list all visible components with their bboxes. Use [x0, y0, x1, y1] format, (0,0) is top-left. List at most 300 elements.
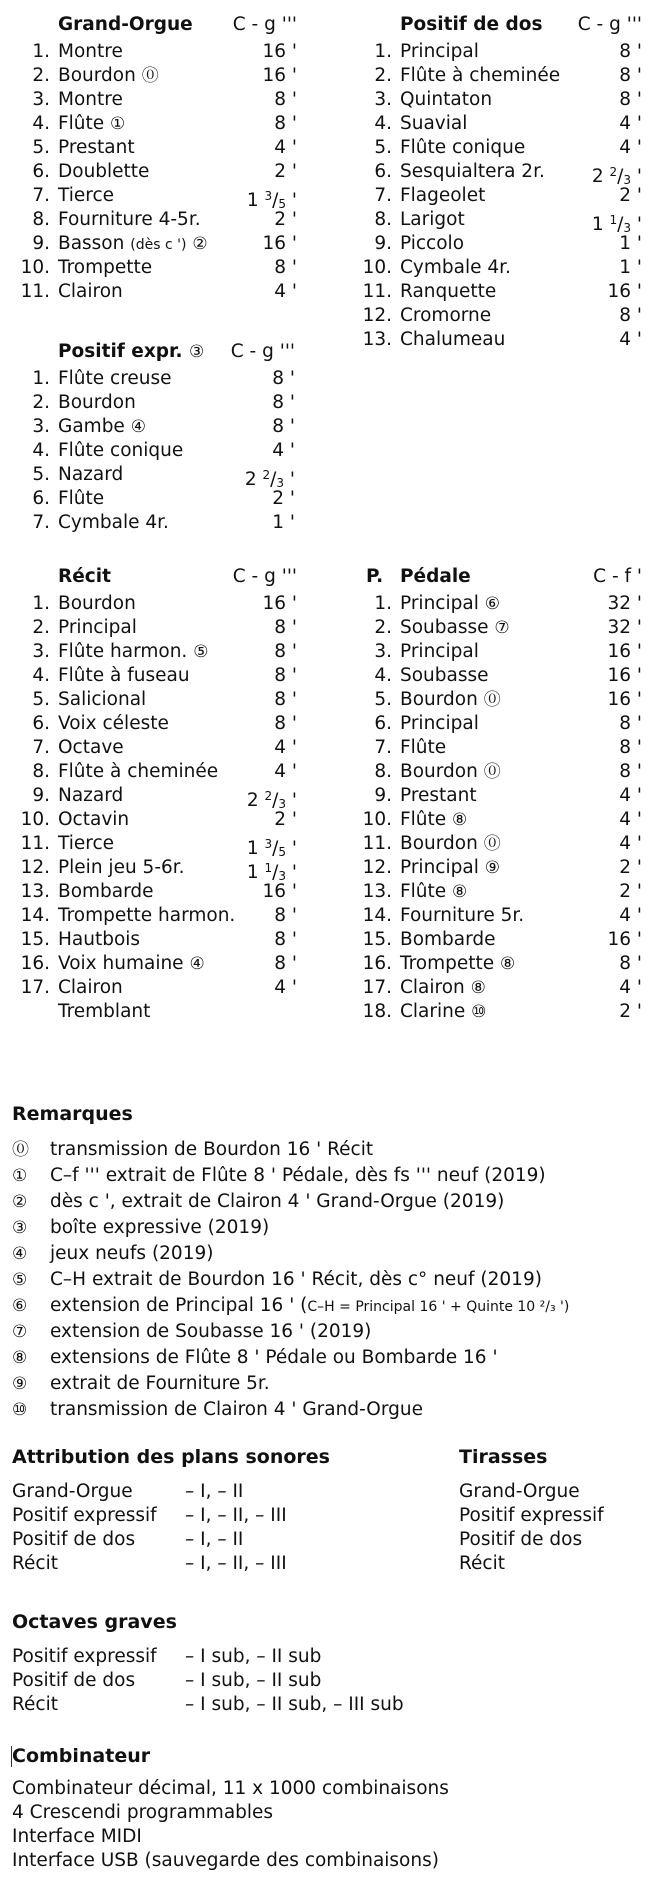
stop-pitch: 16 ': [607, 281, 642, 302]
stop-pitch: 4 ': [272, 440, 295, 461]
stop-pitch: 16 ': [607, 929, 642, 950]
division-range: C - g ''': [230, 341, 295, 362]
stop-name: [58, 1000, 150, 1024]
combinateur-line: Interface MIDI: [12, 1826, 142, 1847]
stop-row: [20, 880, 297, 904]
pitch-integer: 1: [246, 190, 259, 211]
pitch-unit: ': [291, 838, 297, 859]
stop-label: Chalumeau: [400, 329, 506, 350]
stop-name: [58, 439, 183, 463]
stop-row: [362, 832, 642, 856]
row-value: – I sub, – II sub, – III sub: [185, 1694, 404, 1715]
remark-mark: ⓪: [483, 690, 501, 710]
stop-list: [20, 40, 297, 304]
stop-number: 7.: [32, 185, 50, 206]
stop-number: 7.: [32, 512, 50, 533]
stop-pitch: 16 ': [262, 881, 297, 902]
division-pedale: [362, 566, 642, 1024]
remark-main: C–f ''' extrait de Flûte 8 ' Pédale, dès fs ''' neuf (2019): [50, 1165, 546, 1186]
stop-row: [362, 1000, 642, 1024]
stop-name: [400, 856, 500, 880]
stop-row: [362, 880, 642, 904]
row-value: – I, – II: [185, 1481, 244, 1502]
remark-item: [12, 1397, 642, 1423]
stop-pitch: 1 ': [272, 512, 295, 533]
stop-name: [58, 856, 185, 880]
remark-text: [50, 1345, 498, 1371]
stop-label: Flûte à fuseau: [58, 665, 190, 686]
stop-label: Flageolet: [400, 185, 486, 206]
division-title: Récit: [58, 566, 111, 587]
remark-item: [12, 1371, 642, 1397]
stop-row: [32, 40, 297, 64]
stop-row: [20, 832, 297, 859]
stop-row: [32, 415, 295, 439]
pitch-numerator: 3: [264, 189, 273, 203]
stop-name: [58, 808, 129, 832]
stop-name: [400, 688, 501, 712]
stop-pitch: 2 ': [619, 881, 642, 902]
stop-label: Soubasse: [400, 665, 489, 686]
stop-label: Gambe: [58, 416, 125, 437]
stop-row: [374, 160, 642, 187]
stop-name: [400, 256, 511, 280]
stop-number: 13.: [362, 881, 392, 902]
stop-list: [20, 592, 297, 1024]
stop-pitch: 8 ': [274, 89, 297, 110]
remark-mark: ⑧: [452, 810, 468, 830]
stop-label: Tremblant: [58, 1001, 151, 1022]
stop-label: Bombarde: [400, 929, 496, 950]
stop-pitch: 8 ': [274, 953, 297, 974]
stop-row: [362, 976, 642, 1000]
pitch-unit: ': [291, 862, 297, 883]
stop-row: [20, 928, 297, 952]
stop-label: Principal: [400, 593, 479, 614]
stop-row: [32, 160, 297, 184]
stop-row: [32, 511, 295, 535]
stop-number: 8.: [32, 209, 50, 230]
pitch-denominator: 3: [278, 869, 287, 883]
stop-label: Suavial: [400, 113, 468, 134]
stop-pitch: 8 ': [274, 641, 297, 662]
stop-row: [374, 712, 642, 736]
stop-number: 2.: [32, 617, 50, 638]
remark-mark: ④: [130, 417, 146, 437]
stop-row: [20, 808, 297, 832]
stop-number: 10.: [20, 809, 50, 830]
stop-label: Tierce: [58, 833, 115, 854]
stop-number: 5.: [32, 689, 50, 710]
stop-label: Cymbale 4r.: [58, 512, 169, 533]
stop-row: [32, 184, 297, 211]
stop-number: 2.: [32, 65, 50, 86]
pitch-denominator: 5: [278, 845, 287, 859]
remarques-title: Remarques: [12, 1103, 133, 1125]
stop-number: 3.: [374, 89, 392, 110]
stop-name: [400, 136, 525, 160]
stop-name: [400, 1000, 486, 1024]
stop-name: [58, 40, 123, 64]
stop-label: Flûte: [400, 809, 447, 830]
stop-row: [362, 952, 642, 976]
stop-name: [58, 736, 124, 760]
stop-number: 4.: [32, 440, 50, 461]
stop-label: Trompette: [400, 953, 495, 974]
stop-row: [32, 592, 297, 616]
stop-name: [400, 208, 465, 232]
stop-name: [400, 904, 524, 928]
remark-mark: ⑥: [12, 1296, 28, 1316]
stop-number: 3.: [32, 641, 50, 662]
stop-number: 10.: [362, 809, 392, 830]
stop-row: [32, 391, 295, 415]
stop-name: [58, 664, 190, 688]
row-division: Positif de dos: [12, 1529, 136, 1550]
stop-pitch: 8 ': [619, 41, 642, 62]
stop-row: [58, 1000, 297, 1024]
division-header: [366, 566, 642, 592]
stop-name: [400, 184, 485, 208]
stop-name: [400, 976, 486, 1000]
table-row: [12, 1480, 452, 1504]
remark-mark: ⓪: [483, 834, 501, 854]
row-value: – I, – II: [185, 1529, 244, 1550]
stop-pitch: 2 $^2$/3 ': [591, 165, 642, 187]
stop-pitch: 8 ': [274, 257, 297, 278]
stop-number: 1.: [32, 593, 50, 614]
stop-pitch: 1 $^1$/3 ': [246, 861, 297, 883]
stop-name: [400, 64, 560, 88]
stop-label: Flûte conique: [400, 137, 526, 158]
stop-row: [374, 760, 642, 784]
stop-label: Clairon: [58, 977, 123, 998]
stop-number: 5.: [374, 137, 392, 158]
stop-number: 16.: [20, 953, 50, 974]
stop-label: Principal: [58, 617, 137, 638]
remark-main: extrait de Fourniture 5r.: [50, 1373, 270, 1394]
stop-row: [32, 232, 297, 256]
stop-number: 4.: [32, 113, 50, 134]
combinateur-list: [12, 1777, 449, 1873]
division-header: [58, 566, 297, 592]
remark-mark: ⓪: [483, 762, 501, 782]
stop-number: 13.: [20, 881, 50, 902]
stop-pitch: 8 ': [619, 89, 642, 110]
stop-row: [362, 904, 642, 928]
stop-pitch: 16 ': [607, 665, 642, 686]
stop-label: Voix céleste: [58, 713, 169, 734]
stop-pitch: 4 ': [274, 761, 297, 782]
stop-pitch: 4 ': [619, 905, 642, 926]
stop-row: [32, 439, 295, 463]
stop-number: 15.: [362, 929, 392, 950]
row-division: Positif expressif: [12, 1505, 157, 1526]
stop-name: [58, 832, 114, 856]
remark-mark: ⑦: [12, 1322, 28, 1342]
stop-number: 7.: [32, 737, 50, 758]
row-value: – I, – II, – III: [185, 1553, 287, 1574]
stop-pitch: 8 ': [619, 737, 642, 758]
stop-row: [20, 856, 297, 883]
stop-number: 15.: [20, 929, 50, 950]
remark-mark: ④: [189, 954, 205, 974]
stop-name: [400, 952, 515, 976]
stop-row: [362, 928, 642, 952]
stop-number: 17.: [362, 977, 392, 998]
stop-pitch: 16 ': [262, 65, 297, 86]
pitch-numerator: 2: [609, 165, 618, 179]
stop-row: [32, 784, 297, 811]
stop-pitch: 1 $^1$/3 ': [591, 213, 642, 235]
stop-name: [400, 280, 496, 304]
stop-label: Flûte harmon.: [58, 641, 188, 662]
stop-name: [58, 952, 205, 976]
stop-name: [58, 640, 208, 664]
stop-number: 6.: [374, 161, 392, 182]
stop-name: [400, 736, 446, 760]
stop-label: Nazard: [58, 785, 124, 806]
remark-item: [12, 1215, 642, 1241]
stop-pitch: 8 ': [619, 305, 642, 326]
stop-number: 1.: [32, 368, 50, 389]
row-division: Positif de dos: [12, 1670, 136, 1691]
stop-label: Soubasse: [400, 617, 489, 638]
stop-row: [374, 784, 642, 808]
stop-label: Flûte: [58, 113, 105, 134]
stop-label: Bourdon: [58, 392, 136, 413]
remark-detail: C–H = Principal 16 ' + Quinte 10 ²/₃ '): [307, 1299, 570, 1315]
remark-mark: ⑦: [494, 618, 510, 638]
stop-pitch: 4 ': [619, 833, 642, 854]
stop-row: [374, 88, 642, 112]
stop-label: Bombarde: [58, 881, 154, 902]
row-division: Grand-Orgue: [12, 1481, 133, 1502]
remark-text: [50, 1267, 542, 1293]
remark-text: [50, 1371, 270, 1397]
remark-mark: ②: [12, 1192, 28, 1212]
pitch-denominator: 3: [278, 797, 287, 811]
stop-number: 14.: [362, 905, 392, 926]
stop-name: [58, 136, 135, 160]
pitch-denominator: 5: [278, 197, 287, 211]
stop-number: 8.: [374, 761, 392, 782]
stop-row: [32, 88, 297, 112]
stop-name: [400, 832, 501, 856]
stop-label: Montre: [58, 41, 123, 62]
stop-name: [400, 616, 510, 640]
tirasse-item: Grand-Orgue: [459, 1481, 580, 1502]
remark-text: [50, 1163, 546, 1189]
remark-mark: ⑨: [12, 1374, 28, 1394]
division-range: C - g ''': [577, 14, 642, 35]
stop-pitch: 1 $^3$/5 ': [246, 837, 297, 859]
division-positif-de-dos: [362, 14, 642, 352]
remark-mark: ⑥: [484, 594, 500, 614]
pitch-unit: ': [636, 166, 642, 187]
remark-main: jeux neufs (2019): [50, 1243, 214, 1264]
table-row: [12, 1552, 452, 1576]
stop-number: 6.: [32, 488, 50, 509]
stop-pitch: 8 ': [619, 953, 642, 974]
stop-pitch: 4 ': [619, 809, 642, 830]
stop-number: 3.: [32, 416, 50, 437]
stop-name: [58, 784, 123, 808]
pitch-integer: 2: [246, 790, 259, 811]
stop-number: 10.: [20, 257, 50, 278]
remark-item: [12, 1163, 642, 1189]
stop-name: [58, 904, 235, 928]
tirasses-title: Tirasses: [459, 1446, 548, 1468]
remark-text: [50, 1397, 423, 1423]
remark-text: [50, 1241, 213, 1267]
stop-number: 5.: [374, 689, 392, 710]
division-title: Positif de dos: [400, 14, 543, 35]
stop-row: [374, 136, 642, 160]
remarques-list: [12, 1137, 642, 1423]
stop-number: 1.: [374, 41, 392, 62]
remark-text: [50, 1319, 371, 1345]
row-division: Récit: [12, 1553, 58, 1574]
tirasse-item: Positif expressif: [459, 1505, 604, 1526]
stop-row: [20, 952, 297, 976]
stop-row: [20, 904, 297, 928]
stop-name: [58, 760, 218, 784]
remark-main: transmission de Bourdon 16 ' Récit: [50, 1139, 374, 1160]
remark-main: boîte expressive (2019): [50, 1217, 270, 1238]
stop-name: [400, 304, 491, 328]
stop-row: [32, 112, 297, 136]
stop-label: Larigot: [400, 209, 465, 230]
stop-number: 8.: [32, 761, 50, 782]
remark-mark: ⑧: [500, 954, 516, 974]
stop-pitch: 2 ': [274, 209, 297, 230]
stop-row: [374, 112, 642, 136]
row-division: Récit: [12, 1694, 58, 1715]
stop-name: [400, 592, 500, 616]
remark-mark: ⓪: [12, 1140, 29, 1160]
stop-pitch: 8 ': [274, 905, 297, 926]
stop-pitch: 2 ': [274, 809, 297, 830]
stop-name: [400, 928, 496, 952]
attribution-table: [12, 1480, 452, 1576]
stop-label: Fourniture 4-5r.: [58, 209, 201, 230]
stop-row: [374, 688, 642, 712]
division-title: Positif expr. ③: [58, 341, 205, 362]
pitch-integer: 2: [244, 469, 257, 490]
division-recit: [20, 566, 297, 1024]
stop-number: 9.: [32, 785, 50, 806]
stop-pitch: 1 ': [619, 233, 642, 254]
row-value: – I sub, – II sub: [185, 1670, 322, 1691]
stop-number: 1.: [374, 593, 392, 614]
stop-label: Sesquialtera 2r.: [400, 161, 545, 182]
stop-name: [400, 664, 489, 688]
stop-pitch: 32 ': [607, 593, 642, 614]
stop-label: Flûte: [58, 488, 105, 509]
remark-mark: ⑧: [470, 978, 486, 998]
stop-pitch: 2 $^2$/3 ': [246, 789, 297, 811]
stop-name: [58, 367, 172, 391]
stop-label: Tierce: [58, 185, 115, 206]
stop-number: 13.: [362, 329, 392, 350]
stop-number: 11.: [20, 281, 50, 302]
table-row: [12, 1645, 512, 1669]
stop-pitch: 4 ': [619, 977, 642, 998]
stop-row: [32, 664, 297, 688]
stop-label: Trompette harmon.: [58, 905, 236, 926]
pitch-denominator: 3: [276, 476, 285, 490]
stop-number: 4.: [374, 113, 392, 134]
stop-name: [58, 976, 123, 1000]
table-row: [12, 1528, 452, 1552]
stop-number: 9.: [374, 785, 392, 806]
stop-number: 11.: [362, 833, 392, 854]
division-header: [58, 341, 295, 367]
stop-name: [58, 688, 146, 712]
remark-mark: ③: [189, 342, 205, 362]
division-grand-orgue: [20, 14, 297, 304]
stop-label: Voix humaine: [58, 953, 184, 974]
stop-label: Doublette: [58, 161, 150, 182]
stop-label: Piccolo: [400, 233, 465, 254]
stop-row: [374, 232, 642, 256]
stop-name: [58, 511, 169, 535]
row-value: – I, – II, – III: [185, 1505, 287, 1526]
stop-number: 5.: [32, 464, 50, 485]
stop-pitch: 8 ': [274, 617, 297, 638]
stop-pitch: 16 ': [607, 641, 642, 662]
stop-name: [58, 64, 159, 88]
stop-row: [374, 616, 642, 640]
stop-name: [58, 160, 149, 184]
attribution-title: Attribution des plans sonores: [12, 1446, 330, 1468]
row-division: Positif expressif: [12, 1646, 157, 1667]
stop-name: [58, 712, 169, 736]
remark-mark: ⑧: [452, 882, 468, 902]
division-header: [400, 14, 642, 40]
pitch-integer: 2: [591, 166, 604, 187]
stop-pitch: 4 ': [619, 113, 642, 134]
stop-number: 6.: [32, 161, 50, 182]
remark-mark: ①: [110, 114, 126, 134]
remark-main: transmission de Clairon 4 ' Grand-Orgue: [50, 1399, 423, 1420]
pitch-integer: 1: [591, 214, 604, 235]
stop-label: Bourdon: [400, 833, 478, 854]
stop-label: Principal: [400, 641, 479, 662]
stop-name: [400, 232, 464, 256]
stop-number: 1.: [32, 41, 50, 62]
pitch-numerator: 2: [264, 789, 273, 803]
stop-label: Principal: [400, 713, 479, 734]
stop-row: [32, 208, 297, 232]
stop-label: Bourdon: [400, 761, 478, 782]
stop-row: [362, 328, 642, 352]
stop-pitch: 4 ': [274, 281, 297, 302]
stop-pitch: 4 ': [274, 977, 297, 998]
stop-number: 10.: [362, 257, 392, 278]
stop-row: [362, 808, 642, 832]
stop-pitch: 16 ': [262, 41, 297, 62]
stop-row: [32, 688, 297, 712]
stop-pitch: 8 ': [272, 392, 295, 413]
stop-number: 8.: [374, 209, 392, 230]
stop-name: [400, 784, 477, 808]
stop-name: [400, 808, 467, 832]
stop-label: Montre: [58, 89, 123, 110]
remark-mark: ⑤: [12, 1270, 28, 1290]
stop-pitch: 8 ': [274, 929, 297, 950]
